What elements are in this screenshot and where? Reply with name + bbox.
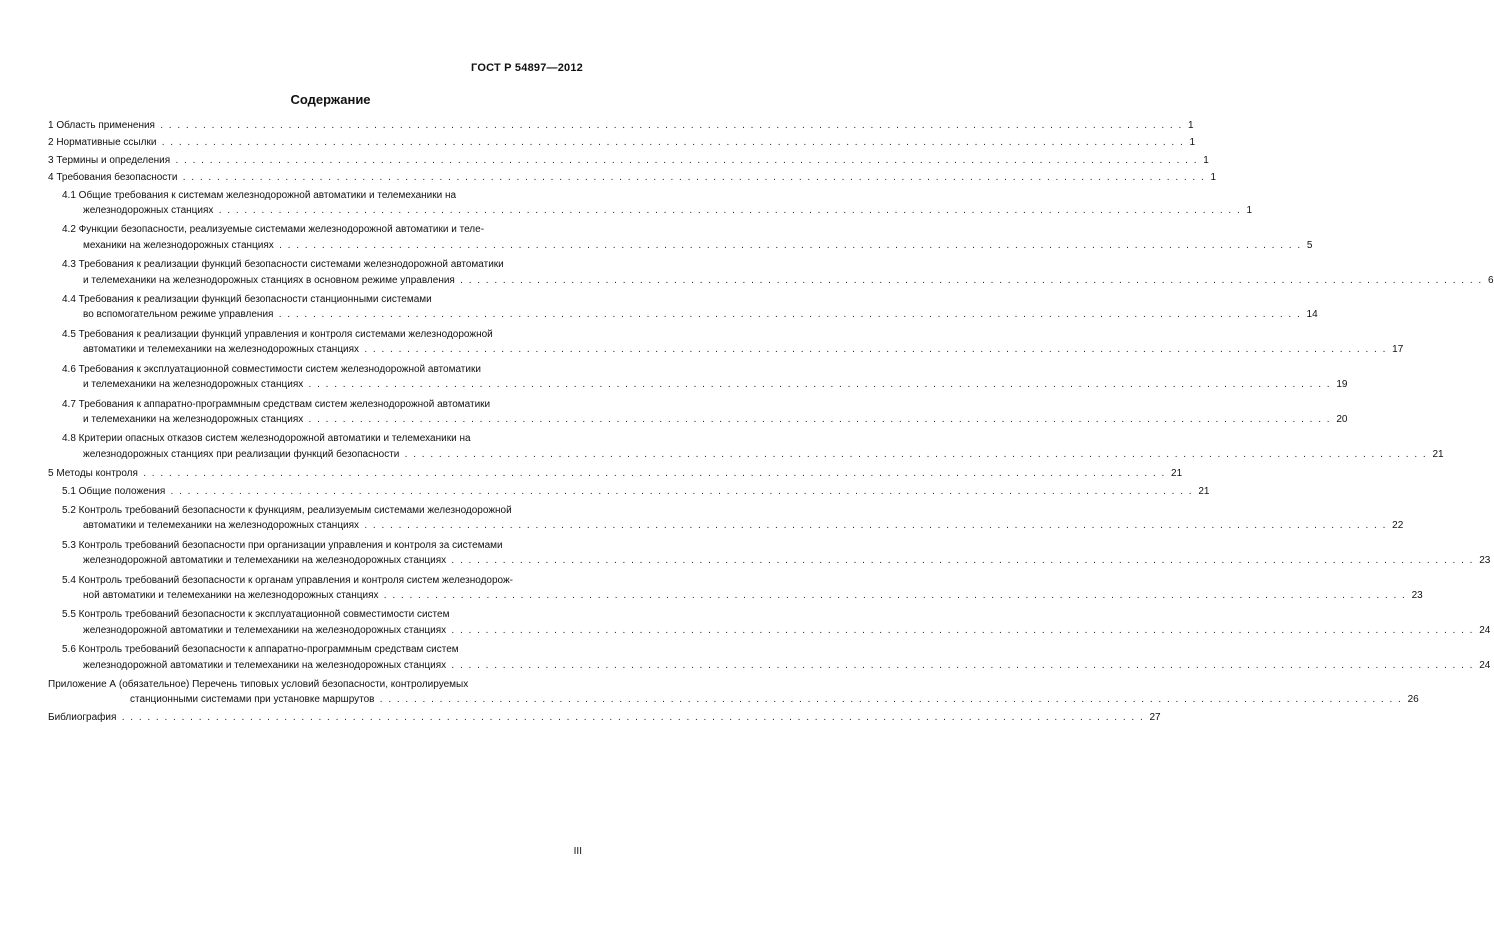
dot-leader: . . . . . . . . . . . . . . . . . . . . . . . . . . . . . . . . . . . . . . . . . . . . . . . . . . . . . . . . . . . . . . . . . . . . . . . . . . . . . . . . . . . . . . . . . . . . . . . . . . . . . . . . . . . . . . . . . . . . . . . . (447, 659, 1479, 671)
toc-entry[interactable] (48, 607, 1491, 638)
toc-entry-page: 20 (1336, 413, 1348, 425)
toc-entry-title: 4 Требования безопасности (48, 172, 178, 184)
toc-entry-title: 4.2 Функции безопасности, реализуемые системами железнодорожной автоматики и теле- (62, 224, 485, 236)
toc-entry-page: 14 (1306, 309, 1318, 321)
dot-leader: . . . . . . . . . . . . . . . . . . . . . . . . . . . . . . . . . . . . . . . . . . . . . . . . . . . . . . . . . . . . . . . . . . . . . . . . . . . . . . . . . . . . . . . . . . . . . . . . . . . . . . . . . . . . . . . . . . . . . . . . (447, 555, 1479, 567)
toc-entry-title: автоматики и телемеханики на железнодорожных станциях (83, 344, 360, 356)
toc-entry-title: 4.1 Общие требования к системам железнодорожной автоматики и телемеханики на (62, 189, 457, 201)
dot-leader: . . . . . . . . . . . . . . . . . . . . . . . . . . . . . . . . . . . . . . . . . . . . . . . . . . . . . . . . . . . . . . . . . . . . . . . . . . . . . . . . . . . . . . . . . . . . . . . . . . . . . . . . . . . . . . . . . . . . . . . . (166, 485, 1198, 497)
dot-leader: . . . . . . . . . . . . . . . . . . . . . . . . . . . . . . . . . . . . . . . . . . . . . . . . . . . . . . . . . . . . . . . . . . . . . . . . . . . . . . . . . . . . . . . . . . . . . . . . . . . . . . . . . . . . . . . . . . . . . . . . (400, 448, 1432, 460)
toc-entry-page: 17 (1392, 344, 1404, 356)
dot-leader: . . . . . . . . . . . . . . . . . . . . . . . . . . . . . . . . . . . . . . . . . . . . . . . . . . . . . . . . . . . . . . . . . . . . . . . . . . . . . . . . . . . . . . . . . . . . . . . . . . . . . . . . . . . . . . . . . . . . . . . . (138, 468, 1171, 480)
toc-entry[interactable] (48, 538, 1491, 569)
dot-leader: . . . . . . . . . . . . . . . . . . . . . . . . . . . . . . . . . . . . . . . . . . . . . . . . . . . . . . . . . . . . . . . . . . . . . . . . . . . . . . . . . . . . . . . . . . . . . . . . . . . . . . . . . . . . . . . . . . . . . . . . (455, 274, 1487, 286)
toc-entry-title: 5.4 Контроль требований безопасности к органам управления и контроля систем железнодорож- (62, 574, 514, 586)
toc-entry[interactable] (48, 466, 1183, 481)
toc-entry-page: 1 (1189, 137, 1196, 149)
toc-entry-title: 3 Термины и определения (48, 154, 171, 166)
toc-entry-page: 19 (1336, 379, 1348, 391)
toc-entry-title: 4.4 Требования к реализации функций безопасности станционными системами (62, 294, 432, 306)
toc-entry[interactable] (48, 431, 1444, 462)
toc-entry-title: 4.5 Требования к реализации функций управления и контроля системами железнодорожной (62, 328, 493, 340)
toc-entry[interactable] (48, 397, 1348, 428)
toc-entry-page: 24 (1479, 624, 1491, 636)
toc-entry-title: 4.7 Требования к аппаратно-программным средствам систем железнодорожной автоматики (62, 398, 491, 410)
dot-leader: . . . . . . . . . . . . . . . . . . . . . . . . . . . . . . . . . . . . . . . . . . . . . . . . . . . . . . . . . . . . . . . . . . . . . . . . . . . . . . . . . . . . . . . . . . . . . . . . . . . . . . . . . . . . . . . . . . . . . . . . (447, 624, 1479, 636)
toc-entry-page: 23 (1411, 589, 1423, 601)
dot-leader: . . . . . . . . . . . . . . . . . . . . . . . . . . . . . . . . . . . . . . . . . . . . . . . . . . . . . . . . . . . . . . . . . . . . . . . . . . . . . . . . . . . . . . . . . . . . . . . . . . . . . . . . . . . . . . . . . . . . . . . . (360, 520, 1392, 532)
dot-leader: . . . . . . . . . . . . . . . . . . . . . . . . . . . . . . . . . . . . . . . . . . . . . . . . . . . . . . . . . . . . . . . . . . . . . . . . . . . . . . . . . . . . . . . . . . . . . . . . . . . . . . . . . . . . . . . . . . . . . . . . (360, 344, 1392, 356)
toc-entry-title: и телемеханики на железнодорожных станциях (83, 379, 304, 391)
toc-entry-title: станционными системами при установке маршрутов (130, 694, 375, 706)
toc-entry-page: 1 (1210, 172, 1217, 184)
page-title: Содержание (290, 92, 371, 107)
toc-entry-page: 1 (1203, 154, 1209, 166)
toc-entry[interactable] (48, 710, 1161, 725)
dot-leader: . . . . . . . . . . . . . . . . . . . . . . . . . . . . . . . . . . . . . . . . . . . . . . . . . . . . . . . . . . . . . . . . . . . . . . . . . . . . . . . . . . . . . . . . . . . . . . . . . . . . . . . . . . . . . . . . . . . . . . . . (274, 309, 1306, 321)
toc-entry-title: ной автоматики и телемеханики на железнодорожных станциях (83, 589, 379, 601)
dot-leader: . . . . . . . . . . . . . . . . . . . . . . . . . . . . . . . . . . . . . . . . . . . . . . . . . . . . . . . . . . . . . . . . . . . . . . . . . . . . . . . . . . . . . . . . . . . . . . . . . . . . . . . . . . . . . . . . . . . . . . . . (157, 137, 1189, 149)
toc-entry-title: 2 Нормативные ссылки (48, 137, 157, 149)
toc-entry-title: и телемеханики на железнодорожных станциях в основном режиме управления (83, 274, 455, 286)
dot-leader: . . . . . . . . . . . . . . . . . . . . . . . . . . . . . . . . . . . . . . . . . . . . . . . . . . . . . . . . . . . . . . . . . . . . . . . . . . . . . . . . . . . . . . . . . . . . . . . . . . . . . . . . . . . . . . . . . . . . . . . . (304, 379, 1336, 391)
toc-entry[interactable] (48, 135, 1196, 150)
toc-entry[interactable] (48, 327, 1404, 358)
toc-entry-title: железнодорожной автоматики и телемеханики на железнодорожных станциях (83, 624, 447, 636)
toc-entry-title: 5.5 Контроль требований безопасности к эксплуатационной совместимости систем (62, 609, 450, 621)
toc-entry-page: 1 (1246, 205, 1253, 217)
toc-entry[interactable] (48, 484, 1210, 499)
toc-entry-title: 5.3 Контроль требований безопасности при организации управления и контроля за системами (62, 539, 503, 551)
toc-entry[interactable] (48, 257, 1494, 288)
toc-entry[interactable] (48, 362, 1348, 393)
toc-entry-page: 6 (1487, 274, 1494, 286)
toc-entry-title: железнодорожной автоматики и телемеханики на железнодорожных станциях (83, 555, 447, 567)
toc-entry[interactable] (48, 153, 1209, 168)
toc-entry-title: 1 Область применения (48, 120, 155, 131)
toc-entry-title: железнодорожной автоматики и телемеханики на железнодорожных станциях (83, 659, 447, 671)
toc-entry[interactable] (48, 292, 1318, 323)
toc-entry-title: автоматики и телемеханики на железнодорожных станциях (83, 520, 360, 532)
toc-entry-page: 24 (1479, 659, 1491, 671)
toc-entry[interactable] (48, 222, 1313, 253)
toc-entry-page: 22 (1392, 520, 1404, 532)
page-number: III (573, 846, 582, 857)
toc-entry-title: во вспомогательном режиме управления (83, 309, 274, 321)
dot-leader: . . . . . . . . . . . . . . . . . . . . . . . . . . . . . . . . . . . . . . . . . . . . . . . . . . . . . . . . . . . . . . . . . . . . . . . . . . . . . . . . . . . . . . . . . . . . . . . . . . . . . . . . . . . . . . . . . . . . . . . . (379, 589, 1411, 601)
toc-entry-title: и телемеханики на железнодорожных станциях (83, 413, 304, 425)
toc-entry-page: 21 (1171, 468, 1183, 480)
toc-entry[interactable] (48, 573, 1423, 604)
toc-entry-title: 4.6 Требования к эксплуатационной совместимости систем железнодорожной автоматики (62, 363, 481, 375)
toc-entry-page: 21 (1198, 485, 1210, 497)
toc-entry-title: 5.2 Контроль требований безопасности к функциям, реализуемым системами железнодорожной (62, 504, 512, 516)
toc-entry-title: Библиография (48, 711, 117, 723)
table-of-contents (48, 118, 1494, 727)
toc-entry-page: 21 (1432, 448, 1444, 460)
toc-entry-page: 27 (1149, 711, 1161, 723)
toc-entry[interactable] (48, 642, 1491, 673)
dot-leader: . . . . . . . . . . . . . . . . . . . . . . . . . . . . . . . . . . . . . . . . . . . . . . . . . . . . . . . . . . . . . . . . . . . . . . . . . . . . . . . . . . . . . . . . . . . . . . . . . . . . . . . . . . . . . . . . . . . . . . . . (117, 711, 1149, 723)
toc-entry[interactable] (48, 188, 1253, 219)
toc-entry[interactable] (48, 503, 1404, 534)
toc-entry[interactable] (48, 118, 1194, 133)
dot-leader: . . . . . . . . . . . . . . . . . . . . . . . . . . . . . . . . . . . . . . . . . . . . . . . . . . . . . . . . . . . . . . . . . . . . . . . . . . . . . . . . . . . . . . . . . . . . . . . . . . . . . . . . . . . . . . . . . . . . . . . . (155, 120, 1188, 131)
toc-entry-title: 5 Методы контроля (48, 468, 138, 480)
standard-designation: ГОСТ Р 54897—2012 (471, 62, 583, 74)
toc-entry-page: 23 (1479, 555, 1491, 567)
toc-entry-title: Приложение А (обязательное) Перечень типовых условий безопасности, контролируемых (48, 679, 469, 690)
dot-leader: . . . . . . . . . . . . . . . . . . . . . . . . . . . . . . . . . . . . . . . . . . . . . . . . . . . . . . . . . . . . . . . . . . . . . . . . . . . . . . . . . . . . . . . . . . . . . . . . . . . . . . . . . . . . . . . . . . . . . . . . (171, 154, 1203, 166)
toc-entry-title: железнодорожных станциях при реализации функций безопасности (83, 448, 400, 460)
dot-leader: . . . . . . . . . . . . . . . . . . . . . . . . . . . . . . . . . . . . . . . . . . . . . . . . . . . . . . . . . . . . . . . . . . . . . . . . . . . . . . . . . . . . . . . . . . . . . . . . . . . . . . . . . . . . . . . . . . . . . . . . (214, 205, 1246, 217)
toc-entry-title: 5.6 Контроль требований безопасности к аппаратно-программным средствам систем (62, 644, 459, 656)
dot-leader: . . . . . . . . . . . . . . . . . . . . . . . . . . . . . . . . . . . . . . . . . . . . . . . . . . . . . . . . . . . . . . . . . . . . . . . . . . . . . . . . . . . . . . . . . . . . . . . . . . . . . . . . . . . . . . . . . . . . . . . . (304, 413, 1336, 425)
dot-leader: . . . . . . . . . . . . . . . . . . . . . . . . . . . . . . . . . . . . . . . . . . . . . . . . . . . . . . . . . . . . . . . . . . . . . . . . . . . . . . . . . . . . . . . . . . . . . . . . . . . . . . . . . . . . . . . . . . . . . . . . (375, 694, 1407, 706)
toc-entry-title: механики на железнодорожных станциях (83, 239, 274, 251)
toc-entry-page: 5 (1306, 239, 1313, 251)
dot-leader: . . . . . . . . . . . . . . . . . . . . . . . . . . . . . . . . . . . . . . . . . . . . . . . . . . . . . . . . . . . . . . . . . . . . . . . . . . . . . . . . . . . . . . . . . . . . . . . . . . . . . . . . . . . . . . . . . . . . . . . . (274, 239, 1306, 251)
toc-entry-title: 4.8 Критерии опасных отказов систем железнодорожной автоматики и телемеханики на (62, 433, 471, 445)
toc-entry[interactable] (48, 170, 1217, 185)
toc-entry-page: 1 (1188, 120, 1194, 131)
toc-entry[interactable] (48, 677, 1419, 708)
toc-entry-title: 4.3 Требования к реализации функций безопасности системами железнодорожной автоматики (62, 259, 504, 271)
toc-entry-page: 26 (1407, 694, 1419, 706)
dot-leader: . . . . . . . . . . . . . . . . . . . . . . . . . . . . . . . . . . . . . . . . . . . . . . . . . . . . . . . . . . . . . . . . . . . . . . . . . . . . . . . . . . . . . . . . . . . . . . . . . . . . . . . . . . . . . . . . . . . . . . . . (178, 172, 1210, 184)
toc-entry-title: железнодорожных станциях (83, 205, 214, 217)
toc-entry-title: 5.1 Общие положения (62, 485, 166, 497)
